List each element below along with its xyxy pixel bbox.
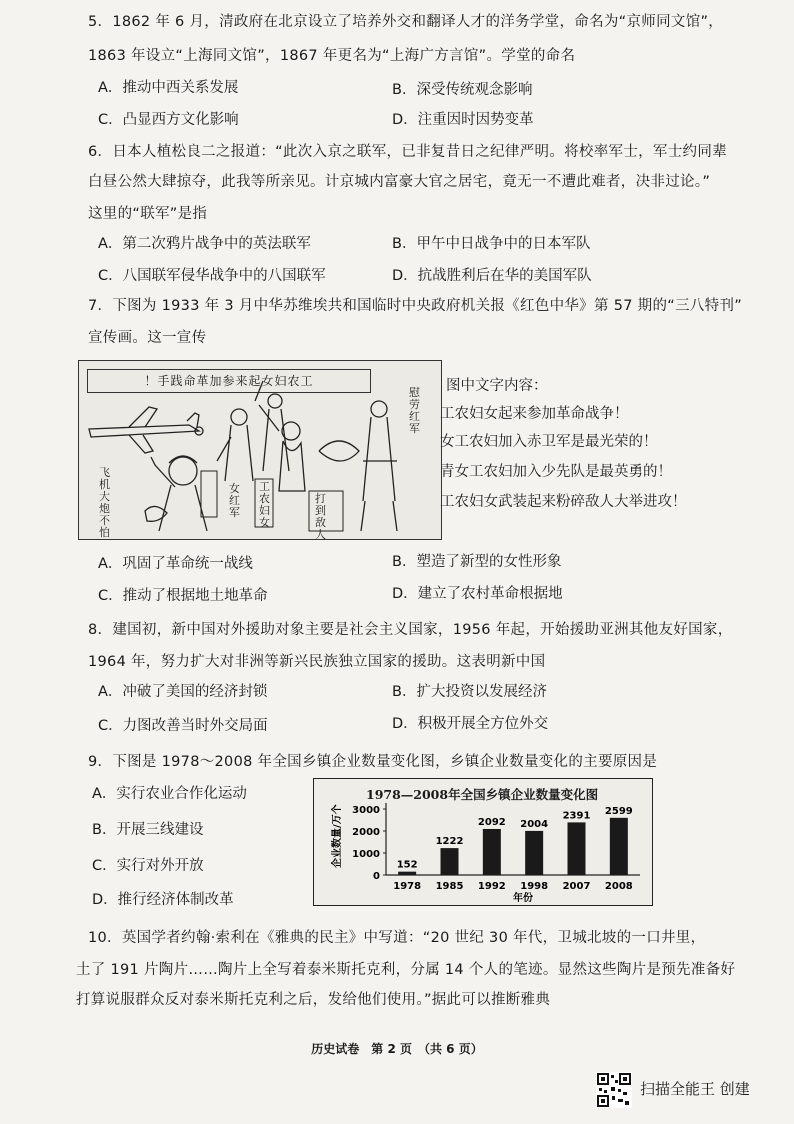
q6-option-a: A．第二次鸦片战争中的英法联军 [98,236,311,252]
q9-option-b: B．开展三线建设 [92,822,204,838]
bar-2007 [568,822,586,875]
x-tick-label-2008: 2008 [604,881,633,892]
airplane-drawing [89,407,203,453]
q10-stem-line3: 打算说服群众反对泰米斯托克利之后，发给他们使用。”据此可以推断雅典 [76,992,551,1008]
poster-vertical-text-3: 工农妇女 [259,480,270,529]
q8-option-b: B．扩大投资以发展经济 [392,684,547,700]
q8-option-d: D．积极开展全方位外交 [392,716,549,732]
page-footer: 历史试卷 第 2 页 （共 6 页） [311,1042,483,1056]
q9-option-a: A．实行农业合作化运动 [92,786,247,802]
q9-option-c: C．实行对外开放 [92,858,204,874]
bar-chart [314,779,652,905]
bar-1978 [398,872,416,875]
q7-option-d: D．建立了农村革命根据地 [392,586,563,602]
bar-1998 [525,831,543,875]
q5-option-b: B．深受传统观念影响 [392,82,533,98]
poster-caption-line4: 工农妇女武装起来粉碎敌人大举进攻！ [440,494,687,510]
bar-2008 [610,818,628,875]
poster-caption-line3: 青女工农妇加入少先队是最英勇的！ [440,464,672,480]
q5-option-c: C．凸显西方文化影响 [98,112,239,128]
poster-caption-line1: 工农妇女起来参加革命战争！ [440,406,629,422]
crowd-figures-drawing [217,381,397,531]
q7-stem-line2: 宣传画。这一宣传 [88,330,207,346]
q6-stem-line2: 白昼公然大肆掠夺，此我等所亲见。计京城内富豪大官之居宅，竟无一不遭此难者，决非过论。” [88,174,711,190]
q10-stem-line1: 10．英国学者约翰·索利在《雅典的民主》中写道：“20 世纪 30 年代，卫城北坡的一口井里， [88,930,706,946]
poster-vertical-text-1: 飞机大炮不怕 [99,466,110,539]
q6-option-b: B．甲午中日战争中的日本军队 [392,236,591,252]
data-label-2007: 2391 [562,810,591,822]
x-axis-label: 年份 [513,893,533,904]
y-axis-label: 企业数量/万个 [332,804,343,868]
y-tick-label: 3000 [352,805,380,816]
q9-stem-line1: 9．下图是 1978～2008 年全国乡镇企业数量变化图，乡镇企业数量变化的主要原因是 [88,754,658,770]
data-label-1978: 152 [396,859,418,871]
data-label-1998: 2004 [520,818,549,830]
q7-stem-line1: 7．下图为 1933 年 3 月中华苏维埃共和国临时中央政府机关报《红色中华》第 57 期的“三八特刊” [88,298,743,314]
scanner-watermark: 扫描全能王 创建 [640,1080,750,1098]
poster-banner: ！手践命革加参来起女妇农工 [87,369,371,393]
poster-vertical-text-2: 女红军 [229,482,240,519]
qr-code-icon [596,1072,632,1108]
propaganda-poster [78,360,442,540]
q7-option-b: B．塑造了新型的女性形象 [392,554,562,570]
woman-figure-drawing [145,456,207,531]
x-tick-label-2007: 2007 [562,881,591,892]
x-tick-label-1985: 1985 [435,881,464,892]
q10-stem-line2: 土了 191 片陶片……陶片上全写着泰米斯托克利，分属 14 个人的笔迹。显然这些陶片是预先准备好 [76,962,736,978]
q9-option-d: D．推行经济体制改革 [92,892,234,908]
q6-option-d: D．抗战胜利后在华的美国军队 [392,268,592,284]
x-tick-label-1998: 1998 [520,881,549,892]
y-tick-label: 2000 [352,827,380,838]
y-tick-label: 0 [373,871,380,882]
chart-container [313,778,653,906]
q5-option-d: D．注重因时因势变革 [392,112,534,128]
bar-1985 [441,848,459,875]
q8-option-a: A．冲破了美国的经济封锁 [98,684,268,700]
data-label-1992: 2092 [477,816,506,828]
data-label-1985: 1222 [435,836,464,848]
q5-stem-line1: 5．1862 年 6 月，清政府在北京设立了培养外交和翻译人才的洋务学堂，命名为“京师同文馆”， [88,14,724,30]
q6-stem-line1: 6．日本人植松良二之报道：“此次入京之联军，已非复昔日之纪律严明。将校率军士，军士约同辈 [88,144,727,160]
x-tick-label-1992: 1992 [477,881,506,892]
q7-option-c: C．推动了根据地土地革命 [98,588,268,604]
poster-caption-title: 图中文字内容： [446,378,548,394]
poster-caption-line2: 女工农妇加入赤卫军是最光荣的！ [440,434,658,450]
x-tick-label-1978: 1978 [393,881,422,892]
poster-vertical-text-4: 打到敌人 [315,492,326,541]
q5-stem-line2: 1863 年设立“上海同文馆”，1867 年更名为“上海广方言馆”。学堂的命名 [88,48,576,64]
q8-stem-line2: 1964 年，努力扩大对非洲等新兴民族独立国家的援助。这表明新中国 [88,654,546,670]
q8-stem-line1: 8．建国初，新中国对外援助对象主要是社会主义国家，1956 年起，开始援助亚洲其他友好国家， [88,622,733,638]
data-label-2008: 2599 [604,805,633,817]
q7-option-a: A．巩固了革命统一战线 [98,556,253,572]
bar-1992 [483,829,501,875]
chart-title: 1978—2008年全国乡镇企业数量变化图 [366,787,599,802]
poster-vertical-text-5: 慰劳红军 [409,386,420,435]
q6-stem-line3: 这里的“联军”是指 [88,206,208,222]
q6-option-c: C．八国联军侵华战争中的八国联军 [98,268,326,284]
q8-option-c: C．力图改善当时外交局面 [98,718,268,734]
y-tick-label: 1000 [352,849,380,860]
q5-option-a: A．推动中西关系发展 [98,80,239,96]
